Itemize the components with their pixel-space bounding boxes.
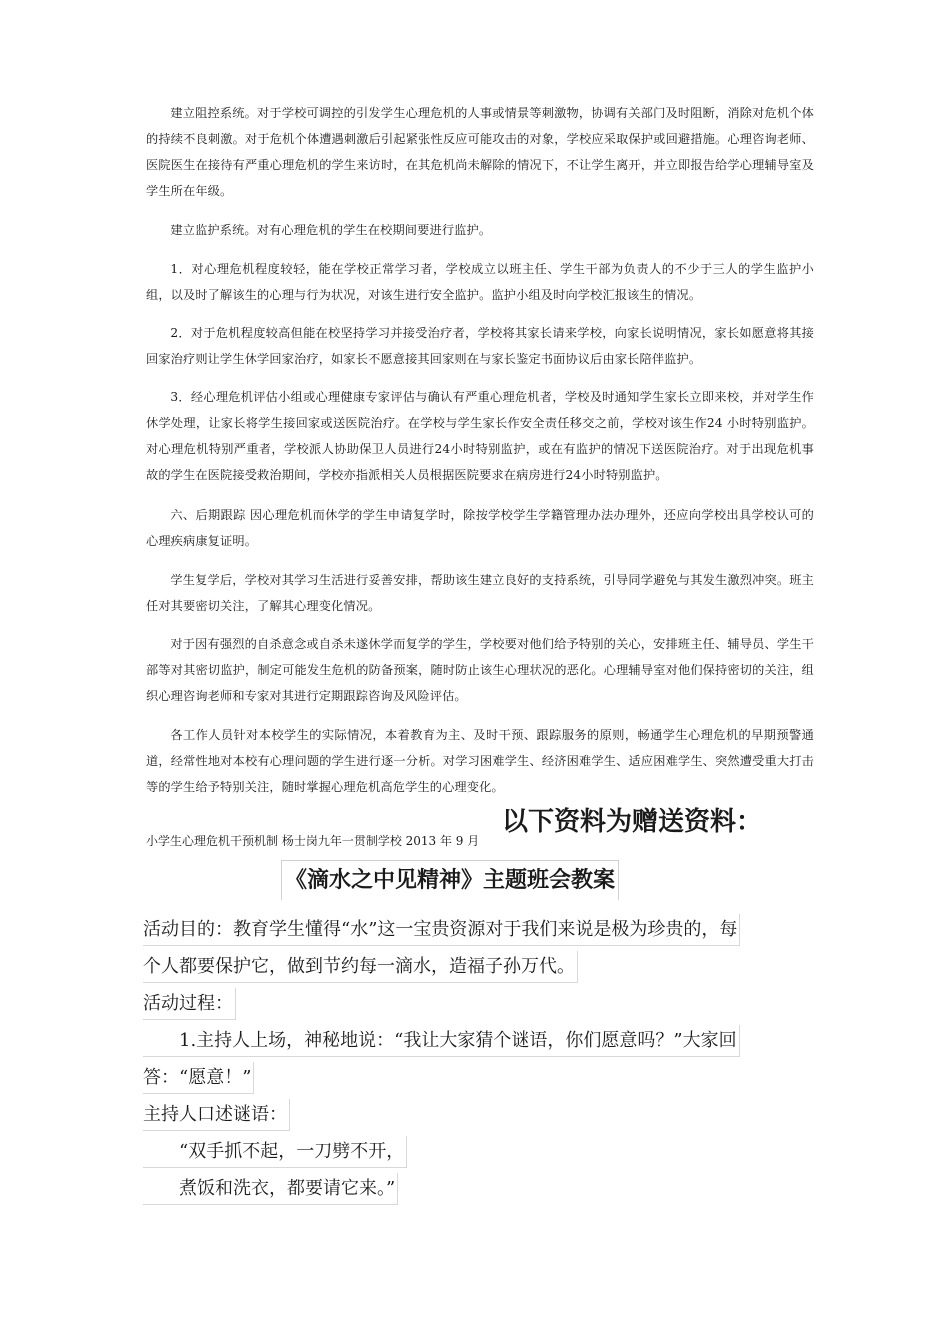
gift-materials-heading: 以下资料为赠送资料：: [502, 807, 763, 837]
paragraph-monitoring-system: 建立监护系统。对有心理危机的学生在校期间要进行监护。: [170, 223, 492, 237]
lesson-line: 活动过程：: [143, 988, 236, 1020]
paragraph-blocking-system: 建立阻控系统。对于学校可调控的引发学生心理危机的人事或情景等刺激物，协调有关部门及时阻断，消除对危机个体的持续不良刺激。对于危机个体遭遇刺激后引起紧张性反应可能攻击的对象，学校应采取保护或回避措施。心理咨询老师、医院医生在接待有严重心理危机的学生来访时，在其危机尚未解除的情况下，不让学生离开，并立即报告给学心理辅导室及学生所在年级。: [146, 106, 814, 198]
lesson-plan-title: 《滴水之中见精神》主题班会教案: [281, 860, 619, 900]
paragraph-item-1: 1．对心理危机程度较轻，能在学校正常学习者，学校成立以班主任、学生干部为负责人的不少于三人的学生监护小组，以及时了解该生的心理与行为状况，对该生进行安全监护。监护小组及时向学校汇报该生的情况。: [146, 262, 814, 302]
paragraph-item-3: 3．经心理危机评估小组或心理健康专家评估与确认有严重心理危机者，学校及时通知学生家长立即来校，并对学生作休学处理，让家长将学生接回家或送医院治疗。在学校与学生家长作安全责任移交之前，学校对该生作24 小时特别监护。对心理危机特别严重者，学校派人协助保卫人员进行24小时特别监护，或在有监护的情况下送医院治疗。对于出现危机事故的学生在医院接受救治期间，学校亦指派相关人员根据医院要求在病房进行24小时特别监护。: [146, 390, 814, 482]
riddle-line: 煮饭和洗衣，都要请它来。”: [143, 1173, 398, 1205]
paragraph-return-to-school: 学生复学后，学校对其学习生活进行妥善安排，帮助该生建立良好的支持系统，引导同学避免与其发生激烈冲突。班主任对其要密切关注，了解其心理变化情况。: [146, 573, 814, 613]
lesson-line: 1.主持人上场，神秘地说：“我让大家猜个谜语，你们愿意吗？”大家回: [143, 1025, 740, 1057]
paragraph-item-2: 2．对于危机程度较高但能在校坚持学习并接受治疗者，学校将其家长请来学校，向家长说明情况，家长如愿意将其接回家治疗则让学生休学回家治疗，如家长不愿意接其回家则在与家长鉴定书面协议后由家长陪伴监护。: [146, 326, 814, 366]
lesson-line: 活动目的：教育学生懂得“水”这一宝贵资源对于我们来说是极为珍贵的，每: [143, 914, 740, 946]
lesson-line: 个人都要保护它，做到节约每一滴水，造福子孙万代。: [143, 951, 578, 983]
riddle-line: “双手抓不起，一刀劈不开，: [143, 1136, 407, 1168]
paragraph-staff-duties: 各工作人员针对本校学生的实际情况，本着教育为主、及时干预、跟踪服务的原则，畅通学生心理危机的早期预警通道，经常性地对本校有心理问题的学生进行逐一分析。对学习困难学生、经济困难学生、适应困难学生、突然遭受重大打击等的学生给予特别关注，随时掌握心理危机高危学生的心理变化。: [146, 728, 814, 794]
paragraph-follow-up: 六、后期跟踪 因心理危机而休学的学生申请复学时，除按学校学生学籍管理办法办理外，还应向学校出具学校认可的心理疾病康复证明。: [146, 508, 814, 548]
lesson-line: 答：“愿意！”: [143, 1062, 254, 1094]
lesson-line: 主持人口述谜语：: [143, 1099, 290, 1131]
paragraph-suicide-prevention: 对于因有强烈的自杀意念或自杀未遂休学而复学的学生，学校要对他们给予特别的关心，安排班主任、辅导员、学生干部等对其密切监护，制定可能发生危机的防备预案，随时防止该生心理状况的恶化。心理辅导室对他们保持密切的关注，组织心理咨询老师和专家对其进行定期跟踪咨询及风险评估。: [146, 637, 814, 703]
document-footer: 小学生心理危机干预机制 杨士岗九年一贯制学校 2013 年 9 月: [146, 834, 480, 848]
